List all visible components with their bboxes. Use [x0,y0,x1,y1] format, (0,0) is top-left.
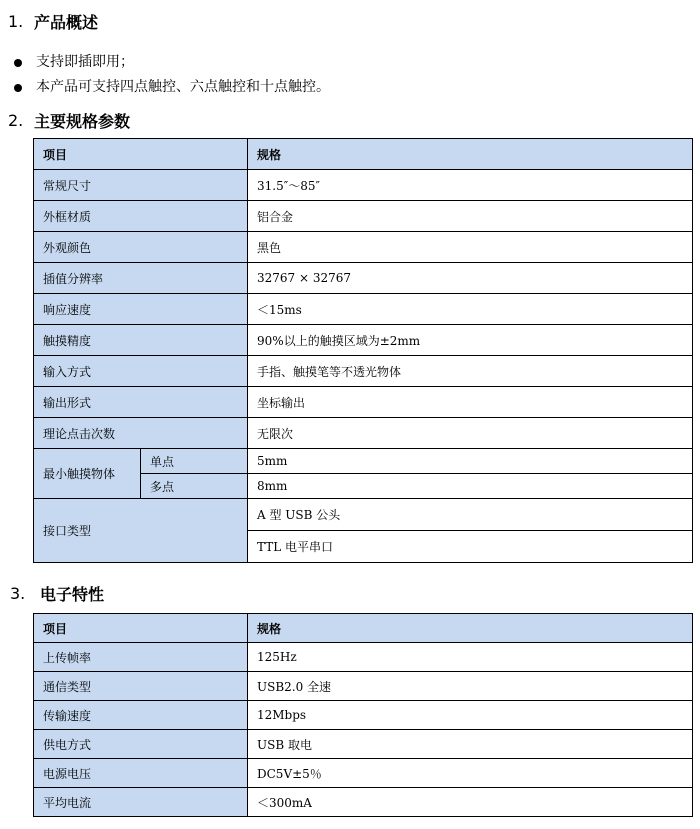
list-item [14,75,330,100]
row-item: 输入方式 [34,356,248,387]
table-row [34,325,693,356]
row-item: 上传帧率 [34,643,248,672]
list-item-text: 支持即插即用； [36,54,134,70]
row-subitem: 单点 [141,449,248,474]
row-spec: 90%以上的触摸区域为±2mm [248,325,693,356]
table-row [34,201,693,232]
row-spec: 手指、触摸笔等不透光物体 [248,356,693,387]
table-header-row [34,139,693,170]
section-title: 电子特性 [40,585,105,604]
table-row [34,672,693,701]
row-item: 传输速度 [34,701,248,730]
table-row [34,356,693,387]
table-row [34,263,693,294]
row-spec: 32767 × 32767 [248,263,693,294]
spec-table [33,138,693,563]
row-item: 供电方式 [34,730,248,759]
table-row [34,387,693,418]
row-spec: 8mm [248,474,693,499]
section-heading-specs [8,109,130,132]
row-item: 通信类型 [34,672,248,701]
row-spec: 12Mbps [248,701,693,730]
bullet-icon [14,59,22,67]
header-spec: 规格 [248,614,693,643]
header-item: 项目 [34,614,248,643]
row-spec: ＜300mA [248,788,693,817]
table-row [34,759,693,788]
row-spec: USB2.0 全速 [248,672,693,701]
row-item: 平均电流 [34,788,248,817]
row-spec: DC5V±5％ [248,759,693,788]
table-row [34,170,693,201]
row-subitem: 多点 [141,474,248,499]
row-item: 外观颜色 [34,232,248,263]
table-row [34,730,693,759]
row-item: 接口类型 [34,499,248,563]
row-spec: 坐标输出 [248,387,693,418]
section-number: 1. [8,12,24,31]
row-spec: 125Hz [248,643,693,672]
table-header-row [34,614,693,643]
row-item: 最小触摸物体 [34,449,141,499]
row-item: 插值分辨率 [34,263,248,294]
section-title: 产品概述 [34,13,99,32]
row-spec: 黑色 [248,232,693,263]
row-spec: 5mm [248,449,693,474]
row-spec: USB 取电 [248,730,693,759]
table-row [34,499,693,531]
table-row [34,701,693,730]
section-number: 3. [10,584,26,603]
row-spec: ＜15ms [248,294,693,325]
row-item: 常规尺寸 [34,170,248,201]
row-spec: TTL 电平串口 [248,531,693,563]
section-heading-overview [8,10,98,33]
table-row [34,294,693,325]
overview-list [14,50,330,100]
table-row [34,643,693,672]
header-item: 项目 [34,139,248,170]
table-row [34,449,693,474]
header-spec: 规格 [248,139,693,170]
table-row [34,418,693,449]
row-spec: 31.5″～85″ [248,170,693,201]
section-title: 主要规格参数 [34,112,131,131]
row-spec: 无限次 [248,418,693,449]
row-item: 触摸精度 [34,325,248,356]
table-row [34,788,693,817]
list-item-text: 本产品可支持四点触控、六点触控和十点触控。 [36,79,330,95]
bullet-icon [14,84,22,92]
row-spec: A 型 USB 公头 [248,499,693,531]
list-item [14,50,330,75]
row-item: 理论点击次数 [34,418,248,449]
section-number: 2. [8,111,24,130]
table-row [34,232,693,263]
row-item: 电源电压 [34,759,248,788]
row-item: 响应速度 [34,294,248,325]
electrical-table [33,613,693,817]
section-heading-electrical [10,582,104,605]
row-spec: 铝合金 [248,201,693,232]
row-item: 外框材质 [34,201,248,232]
row-item: 输出形式 [34,387,248,418]
